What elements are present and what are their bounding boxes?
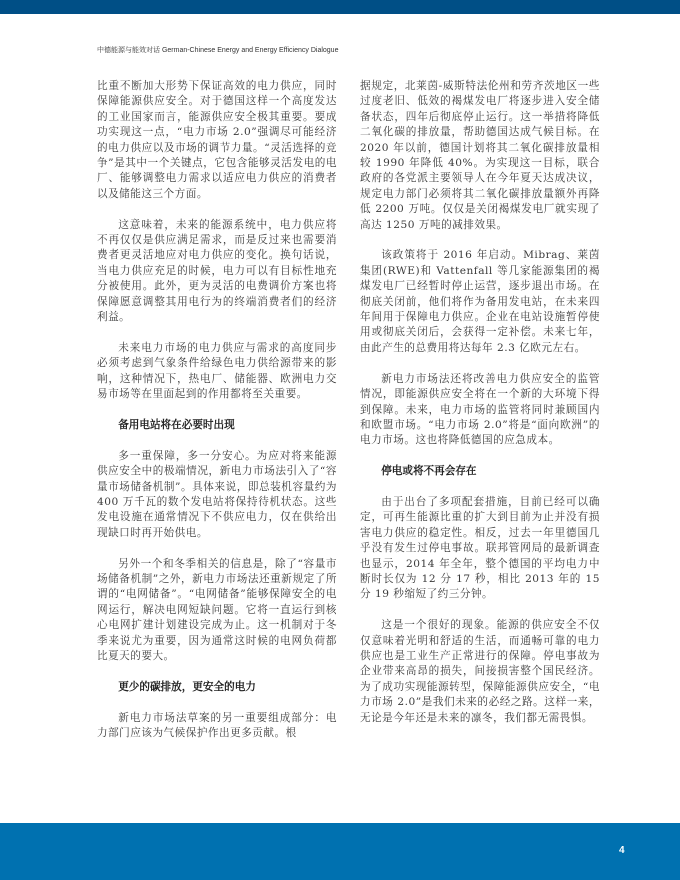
paragraph: 新电力市场法还将改善电力供应安全的监管情况，即能源供应安全将在一个新的大环境下得到保障。未来，电力市场的监管将同时兼顾国内和欧盟市场。“电力市场 2.0”将是“面向欧洲”的电力市场。这也将降低德国的应急成本。 (360, 372, 600, 447)
right-column (360, 79, 600, 741)
section-heading: 停电或将不再会存在 (381, 465, 477, 478)
footer-banner (0, 823, 680, 880)
section-heading: 备用电站将在必要时出现 (118, 418, 235, 431)
paragraph: 由于出台了多项配套措施，目前已经可以确定，可再生能源比重的扩大到目前为止并没有损害电力供应的稳定性。相反，过去一年里德国几乎没有发生过停电事故。联邦管网局的最新调查也显示，2014 年全年，整个德国的平均电力中断时长仅为 12 分 17 秒，相比 2013 年的 15 分 19 秒缩短了约三分钟。 (360, 495, 600, 601)
paragraph: 另外一个和冬季相关的信息是，除了“容量市场储备机制”之外，新电力市场法还重新规定了所谓的“电网储备”。“电网储备”能够保障安全的电网运行，解决电网短缺问题。它将一直运行到核心电网扩建计划建设完成为止。这一机制对于冬季来说尤为重要，因为通常这时候的电网负荷都比夏天的要大。 (97, 557, 337, 662)
page-number: 4 (619, 845, 625, 856)
paragraph: 未来电力市场的电力供应与需求的高度同步必须考虑到气象条件给绿色电力供给源带来的影响，这种情况下，热电厂、储能器、欧洲电力交易市场等在里面起到的作用都将至关重要。 (97, 341, 337, 401)
paragraph: 新电力市场法草案的另一重要组成部分：电力部门应该为气候保护作出更多贡献。根 (97, 711, 337, 739)
paragraph: 多一重保障，多一分安心。为应对将来能源供应安全中的极端情况，新电力市场法引入了“容量市场储备机制”。具体来说，即总装机容量约为 400 万千瓦的数个发电站将保持待机状态。这些发电设施在通常情况下不供应电力，仅在供给出现缺口时再开始供电。 (97, 449, 337, 539)
paragraph: 这意味着，未来的能源系统中，电力供应将不再仅仅是供应满足需求，而是反过来也需要消费者更灵活地应对电力供应的变化。换句话说，当电力供应充足的时候，电力可以有目标性地充分被使用。此外，更为灵活的电费调价方案也将保障愿意调整其用电行为的终端消费者们的经济利益。 (97, 218, 337, 324)
section-heading: 更少的碳排放，更安全的电力 (118, 680, 256, 693)
paragraph: 该政策将于 2016 年启动。Mibrag、莱茵集团(RWE)和 Vattenfall 等几家能源集团的褐煤发电厂已经暂时停止运营，逐步退出市场。在彻底关闭前，他们将作为备用发电站，在未来四年间用于保障电力供应。企业在电站设施暂停使用或彻底关闭后，会获得一定补偿。未来七年，由此产生的总费用将达每年 2.3 亿欧元左右。 (360, 249, 600, 354)
paragraph: 据规定，北莱茵-威斯特法伦州和劳齐茨地区一些过度老旧、低效的褐煤发电厂将逐步进入安全储备状态，四年后彻底停止运行。这一举措将降低二氧化碳的排放量，帮助德国达成气候目标。在 2020 年以前，德国计划将其二氧化碳排放量相较 1990 年降低 40%。为实现这一目标，联合政府的各党派主要领导人在今年夏天达成决议，规定电力部门必须将其二氧化碳排放量额外再降低 2200 万吨。仅仅是关闭褐煤发电厂就实现了高达 1250 万吨的减排效果。 (360, 80, 600, 231)
paragraph: 比重不断加大形势下保证高效的电力供应，同时保障能源供应安全。对于德国这样一个高度发达的工业国家而言，能源供应安全极其重要。要成功实现这一点，“电力市场 2.0”强调尽可能经济的电力供应以及市场的调节力量。“灵活选择的竞争”是其中一个关键点，它包含能够灵活发电的电厂、能够调整电力需求以适应电力供应的消费者以及储能这三个方面。 (97, 80, 337, 200)
paragraph: 这是一个很好的现象。能源的供应安全不仅仅意味着光明和舒适的生活，而通畅可靠的电力供应也是工业生产正常进行的保障。停电事故为企业带来高昂的损失，间接损害整个国民经济。为了成功实现能源转型，保障能源供应安全，“电力市场 2.0”是我们未来的必经之路。这样一来，无论是今年还是未来的凛冬，我们都无需畏惧。 (360, 619, 600, 724)
left-column (97, 79, 337, 757)
top-banner (0, 0, 680, 14)
running-header: 中德能源与能效对话 German-Chinese Energy and Energy Efficiency Dialogue (97, 47, 339, 54)
